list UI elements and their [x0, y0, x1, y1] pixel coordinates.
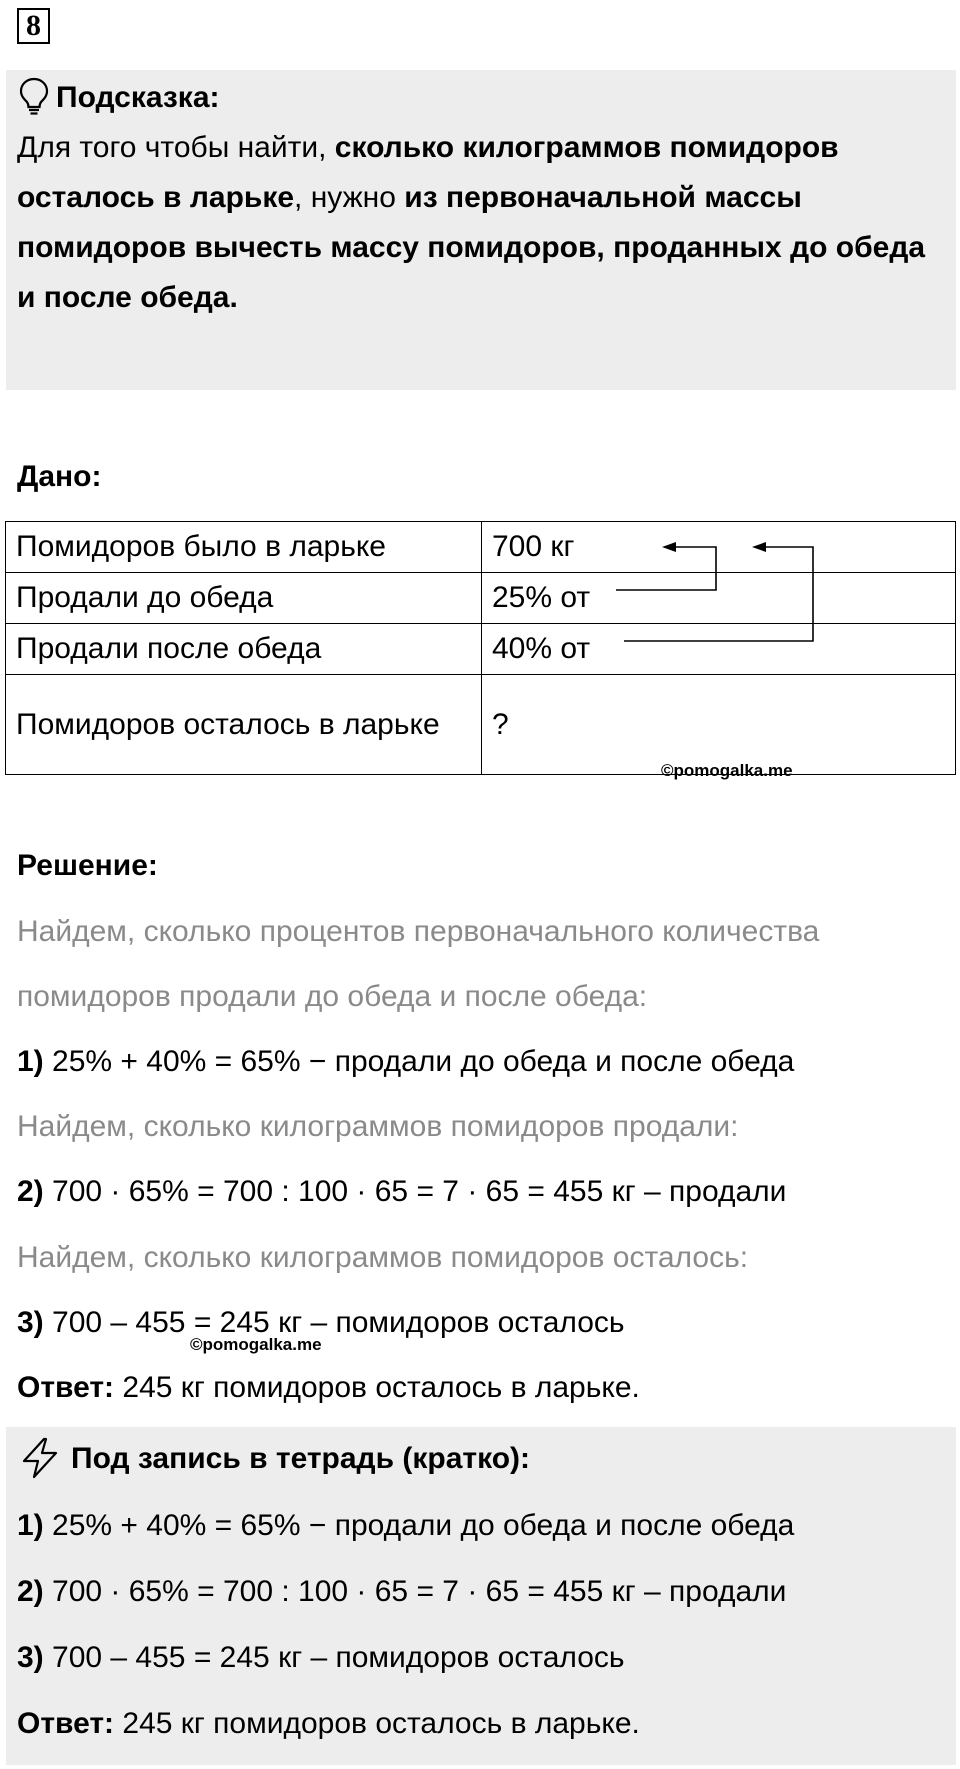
- step-text: 700 – 455 = 245 кг – помидоров осталось: [43, 1641, 625, 1674]
- hint-text-part-bold: из первоначальной массы помидоров вычесть массу помидоров, проданных до обеда и после обеда.: [17, 181, 926, 314]
- step-number: 3): [17, 1306, 44, 1339]
- given-value: 40% от: [482, 624, 956, 675]
- step-number: 1): [17, 1045, 44, 1078]
- given-label: Продали до обеда: [6, 573, 482, 624]
- watermark: ©pomogalka.me: [661, 761, 793, 780]
- solution-intro-line: Найдем, сколько килограммов помидоров продали:: [17, 1110, 739, 1143]
- solution-intro-line: помидоров продали до обеда и после обеда:: [17, 980, 648, 1013]
- watermark: ©pomogalka.me: [190, 1335, 322, 1354]
- hint-text-part-bold: сколько килограммов помидоров осталось в ларьке: [17, 131, 839, 214]
- answer-label: Ответ:: [17, 1371, 115, 1404]
- notebook-answer: [17, 1704, 640, 1744]
- step-text: 700 – 455 = 245 кг – помидоров осталось: [43, 1306, 625, 1339]
- step-number: 1): [17, 1509, 44, 1542]
- solution-answer: [17, 1368, 640, 1408]
- given-title: Дано:: [17, 460, 102, 493]
- solution-intro-line: Найдем, сколько процентов первоначального количества: [17, 915, 820, 948]
- task-number-badge: 8: [17, 8, 50, 44]
- step-text: 700 · 65% = 700 : 100 · 65 = 7 · 65 = 455 кг – продали: [43, 1575, 787, 1608]
- answer-text: 245 кг помидоров осталось в ларьке.: [114, 1707, 640, 1740]
- given-label: Продали после обеда: [6, 624, 482, 675]
- answer-text: 245 кг помидоров осталось в ларьке.: [114, 1371, 640, 1404]
- step-text: 25% + 40% = 65% − продали до обеда и после обеда: [43, 1045, 795, 1078]
- given-value: 25% от: [482, 573, 956, 624]
- notebook-step-1: [17, 1506, 794, 1546]
- table-row: [6, 522, 956, 573]
- hint-title: Подсказка:: [56, 81, 220, 114]
- given-value: 700 кг: [482, 522, 956, 573]
- solution-step-2: [17, 1172, 786, 1212]
- hint-text-part: Для того чтобы найти,: [17, 131, 335, 164]
- notebook-step-3: [17, 1638, 625, 1678]
- given-table: [5, 521, 956, 775]
- step-number: 3): [17, 1641, 44, 1674]
- given-label: Помидоров было в ларьке: [6, 522, 482, 573]
- step-number: 2): [17, 1575, 44, 1608]
- lightbulb-icon: [17, 76, 51, 116]
- step-text: 25% + 40% = 65% − продали до обеда и после обеда: [43, 1509, 795, 1542]
- table-row: [6, 573, 956, 624]
- solution-intro-line: Найдем, сколько килограммов помидоров осталось:: [17, 1241, 749, 1274]
- solution-title: Решение:: [17, 849, 158, 882]
- given-value: ?: [482, 675, 956, 775]
- solution-step-1: [17, 1042, 794, 1082]
- table-row: [6, 624, 956, 675]
- hint-text-part: , нужно: [294, 181, 405, 214]
- table-row: [6, 675, 956, 775]
- step-number: 2): [17, 1175, 44, 1208]
- given-label: Помидоров осталось в ларьке: [6, 675, 482, 775]
- lightning-icon: [18, 1436, 62, 1480]
- answer-label: Ответ:: [17, 1707, 115, 1740]
- hint-text: [17, 123, 937, 323]
- step-text: 700 · 65% = 700 : 100 · 65 = 7 · 65 = 455 кг – продали: [43, 1175, 787, 1208]
- notebook-step-2: [17, 1572, 786, 1612]
- notebook-title: Под запись в тетрадь (кратко):: [71, 1442, 531, 1475]
